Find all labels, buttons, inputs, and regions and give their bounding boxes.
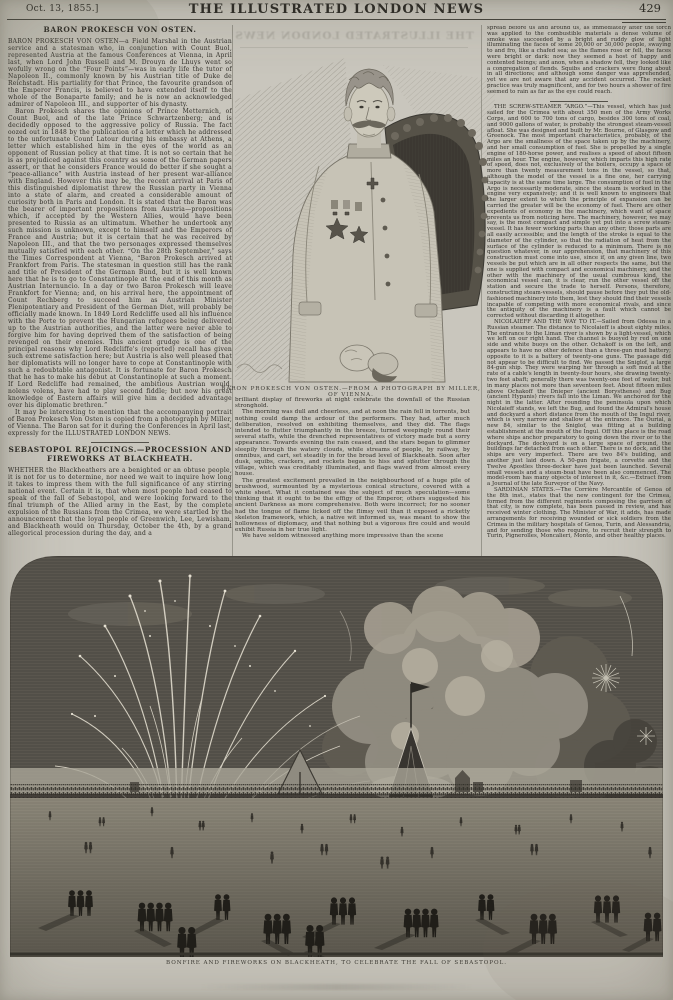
article-heading-prokesch: BARON PROKESCH VON OSTEN. xyxy=(43,26,197,34)
column-left xyxy=(8,26,232,558)
bottom-show-through xyxy=(200,984,473,990)
fireworks-engraving xyxy=(10,556,663,957)
cuff xyxy=(415,304,437,317)
article-paragraph: WHETHER the Blackheathers are a benighted or an obtuse people, it is not for us to determine, nor need we wait to inquire how long it takes to impress them with the full significance of any stirring national event. Certain it is, that when most people had ceased to speak of the fall of Sebastopol, and were looking forward to the final triumph of the Allied army in the East, by the complete expulsion of the Russians from the Crimea, we were startled by the announcement that the loyal people of Greenwich, Lee, Lewisham, and Blackheath would on Thursday, October the 4th, by a grand allegorical procession during the day, and a xyxy=(8,466,232,537)
article-heading-sebastopol: SEBASTOPOL REJOICINGS.—PROCESSION AND FIREWORKS AT BLACKHEATH. xyxy=(8,445,232,464)
eye xyxy=(375,106,379,109)
article-paragraph: It may be interesting to mention that the accompanying portrait of Baron Prokesch Von Osten is copied from a photograph by Miller, of Vienna. The Baron sat for it during the Conferences in April last, expressly for the ILLUSTRATED LONDON NEWS. xyxy=(8,408,232,437)
column-right xyxy=(487,26,671,558)
portrait-caption: BARON PROKESCH VON OSTEN.—FROM A PHOTOGRAPH BY MILLER, OF VIENNA. xyxy=(221,386,481,398)
article-paragraph: BARON PROKESCH VON OSTEN—a Field Marshal in the Austrian service and a statesman who, in conjunction with Count Buol, represented Austria at the famous Conferences at Vienna, in April last, when Lord John Russell and M. Drouyn de Lhuys went so wofully wrong on the “Four Points”—was in early life the tutor of Napoleon II., commonly known by his Austrian title of Duke de Reichstadt. His partiality for that Prince, the favourite grandson of the Emperor Francis, is believed to have extended itself to the whole of the Bonaparte family; and he is now an acknowledged admirer of Napoleon III., and supporter of his dynasty. xyxy=(8,37,232,108)
issue-date: Oct. 13, 1855.] xyxy=(26,4,99,14)
show-through-rule xyxy=(240,47,468,48)
article-paragraph-sardinian: SARDINIAN STATES.—The Corrière Mercantile of Genoa of the 8th inst., states that the new contingent for the Crimea, formed from the different regiments composing the garrison of that city, is now complete, has been passed in review, and has received winter clothing. The Minister of War, it adds, has made arrangements for receiving wounded or sick soldiers from the Crimea in the military hospitals of Genoa, Turin, and Alessandria, and for sending those who require, to recruit their strength to Turin, Pignerolles, Moncalieri, Monto, and other healthy places. xyxy=(487,487,671,540)
page-number-rule xyxy=(622,22,666,23)
show-through-text: THE ILLUSTRATED LONDON NEWS xyxy=(234,30,474,42)
article-paragraph: brilliant display of fireworks at night celebrate the downfall of the Russian stronghold. xyxy=(235,397,470,410)
eye xyxy=(359,106,363,109)
cuff xyxy=(299,302,321,315)
section-divider xyxy=(91,442,149,443)
section-divider xyxy=(550,101,608,102)
ear xyxy=(387,107,395,121)
masthead-title: THE ILLUSTRATED LONDON NEWS xyxy=(188,2,485,17)
header-rule xyxy=(7,19,666,20)
article-paragraph: We have seldom witnessed anything more impressive than the scene xyxy=(242,533,444,540)
article-paragraph: Baron Prokesch shares the opinions of Prince Metternich, of Count Buol, and of the late Prince Schwartzenberg; and is decidedly opposed to the aggressive policy of Russia. The fact oozed out in 1848 by the publication of a letter which he addressed to the unfortunate Count Latour during his embassy at Athens, a letter which established him in the eyes of the world as an opponent of Russian policy at that time. It is not so certain that he is as prejudiced against this country as some of the German papers assert, or that he considers France would do better if she sought a “peace-alliance” with Austria instead of her present war-alliance with England. However this may be, the recent arrival at Paris of this distinguished diplomatist threw the Russian party in Vienna into a state of alarm, and created a considerable amount of curiosity both in Paris and London. It is stated that the Baron was the bearer of important propositions from Austria—propositions which, if accepted by the Western Allies, would have been presented to Russia as an ultimatum. Whether he undertook any such mission is unknown, except to himself and the Emperors of France and Austria; but it is certain that he was received by Napoleon III., and that the two personages expressed themselves mutually satisfied with each other. “On the 28th September,” says the Times Correspondent at Vienna, “Baron Prokesch arrived at Frankfort from Paris. The statesman in question still has the rank and title of President of the German Bund, but it is well known here that he is to go to Constantinople at the end of this month as Austrian Internuncio. In a day or two Baron Prokesch will leave Frankfort for Vienna; and, on his arrival here, the appointment of Count Rechberg to succeed him as Austrian Minister Plenipotentiary and President of the German Diet, will probably be officially made known. In 1849 Lord Redcliffe used all his influence with the Porte to prevent the Hungarian refugees being delivered up to the Austrian authorities, and the latter were never able to forgive him for having deprived them of the satisfaction of being revenged on their enemies. This ancient grudge is one of the principal reasons why Lord Redcliffe's (reported) recall has given such extreme satisfaction here; but Austria is also well pleased that her diplomatists will no longer have to cope at Constantinople with such a redoubtable antagonist. It is fortunate for Baron Prokesch that he has to make his début at Constantinople at such a moment. If Lord Redcliffe had remained, the ambitious Austrian would, nolens volens, have had to play second fiddle; but now his great knowledge of Eastern affairs will give him a decided advantage over his diplomatic brethren.” xyxy=(8,107,232,409)
ear xyxy=(344,107,352,121)
engraving-bottom-rule xyxy=(10,953,663,956)
article-paragraph-nicolaieff: NICOLAIEFF AND THE WAY TO IT.—Sailed from Odessa in a Russian steamer. The distance to Nicolaieff is about eighty miles. The entrance to the Liman river is shown by a light-vessel, which we left on our right hand. The channel is buoyed by red on one side and white buoys on the other. Ochakoff is on the left, and appears to have no other defence than a three-gun mud battery; opposite to it is a battery of twenty-one guns. The passage did not appear to be difficult to find. We passed the Sniglof, a large 84-gun ship. They were warping her through a soft mud at the rate of a cable's length in twenty-four hours, she drawing twenty-two feet abaft; generally there was twenty-one feet of water, but in many places not more than seventeen feet. About fifteen miles above Ochakoff the Dnieper (ancient Borysthenes) and Bug (ancient Hypanis) rivers fall into the Liman. We anchored for the night in the latter. After rounding the peninsula upon which Nicolaieff stands, we left the Bug, and found the Admiral's house and dockyard a short distance from the mouth of the Ingul river, which is very narrow and shallow at the entrance. The Ourial, a new 84, similar to the Sniglof, was fitting at a building establishment at the mouth of the Ingul. Off this place is the road where ships anchor preparatory to going down the river or to the dockyard. The dockyard is on a large space of ground, the buildings far detached from each other. There is no dock, and the ships are very imperfect. There are two 84's building, and another just laid down. A 50-gun frigate, a corvette and the Twelve Apostles three-decker have just been launched. Several small vessels and a steam-boat have been also commenced. The model-room has many objects of interest in it, &c.—Extract from a Journal of the late Surveyor of the Navy. xyxy=(487,318,671,488)
article-paragraph: The morning was dull and cheerless, and at noon the rain fell in torrents, but nothing could damp the ardour of the performers. They had, after much deliberation, resolved on exhibiting themselves, and they did. The flags intended to flutter triumphantly in the breeze, turned weepingly round their several staffs, while the drenched representatives of victory made but a sorry appearance. Towards evening the rain ceased, and the stars began to glimmer sleepily through the watery clouds, while streams of people, by railway, by omnibus, and cart, set steadily in for the broad level of Blackheath. Soon after dusk, squibs, crackers, and rockets began to hiss and splutter through the village, which was creditably illuminated, and flags waved from almost every house. xyxy=(235,409,470,478)
article-paragraph: The greatest excitement prevailed in the neighbourhood of a huge pile of brushwood, surmounted by a mysterious conical structure, covered with a white sheet. What it contained was the subject of much speculation—some thinking that it ought to be the effigy of the Emperor, others suggested his ancient Darkness as more comprehensive. Both were incorrect; for no sooner had the tongue of flame licked off the flimsy veil than it exposed a ricketty skeleton framework, which, a native wit informed us, was meant to show the hollowness of diplomacy, and that nothing but a vigorous fire could and would exhibit Russia in her true light. xyxy=(235,477,470,534)
article-paragraph-argo: THE SCREW-STEAMER “ARGO.”—This vessel, which has just sailed for the Crimea with about 350 men of the Army Works Corps, and 600 to 700 tons of cargo, besides 300 tons of coal, and 9000 gallons of water, is probably the strongest steam-vessel afloat. She was designed and built by Mr. Bourne, of Glasgow and Greenock. The most important characteristics, probably, of the Argo are the smallness of the space taken up by the machinery, and her small consumption of fuel. She is propelled by a single engine of 180-horse power, and realises a speed of about fifteen miles an hour. The engine, however, which imparts this high rate of speed, does not, exclusively of the boilers, occupy a space of more than twenty measurement tons in the vessel, so that, although the model of the vessel is a fine one, her carrying capacity is at the same time large. The consumption of fuel in the Argo is necessarily moderate, since the steam is worked in the engine very expansively; and it is well known to engineers that the larger extent to which the principle of expansion can be carried the greater will be the economy of fuel. There are other expedients of economy in the machinery, which want of space prevents us from noticing here. The machinery, however, we may say, is the most compact and simple yet put into a screw steam-vessel. It has fewer working parts than any other; those parts are all easily accessible; and the length of the stroke is equal to the diameter of the cylinder, so that the radiation of heat from the surface of the cylinder is reduced to a minimum. There is no question whatever, in our apprehension, that machinery of this construction must come into use, since if, on any given line, two vessels be put which are in all other respects the same, but the one is supplied with compact and economical machinery, and the other with the machinery of the usual cumbrous kind, the economical vessel can, it is clear, run the other vessel off the station and secure the trade to herself. Persons, therefore, constructing steam-vessels, should pause before they put the old-fashioned machinery into them, lest they should find their vessels incapable of competing with more economical rivals, and since the antiquity of the machinery is a fault which cannot be corrected without discarding it altogether. xyxy=(487,104,671,320)
page-number: 429 xyxy=(639,1,661,15)
article-paragraph: spread before us and around us, as immediately after the torch was applied to the combustible materials a dense volume of smoke was succeeded by a bright and ruddy glow of light illuminating the faces of some 20,000 or 30,000 people, swaying to and fro, like a chafed sea; as the flames rose or fell, the faces were bright or dark: now they seemed a host of happy and contented beings; and anon, when a shadow fell, they looked like a congregation of fiends. Squibs and crackers were flung about in all directions; and although some danger was apprehended, yet we are not aware that any accident occurred. The rocket practice was truly magnificent, and for two hours a shower of fire seemed to rain as far as the eye could reach. xyxy=(487,26,671,95)
engraving-caption: BONFIRE AND FIREWORKS ON BLACKHEATH, TO CELEBRATE THE FALL OF SEBASTOPOL. xyxy=(166,960,507,966)
column-middle xyxy=(235,397,470,558)
portrait-engraving xyxy=(233,50,501,388)
